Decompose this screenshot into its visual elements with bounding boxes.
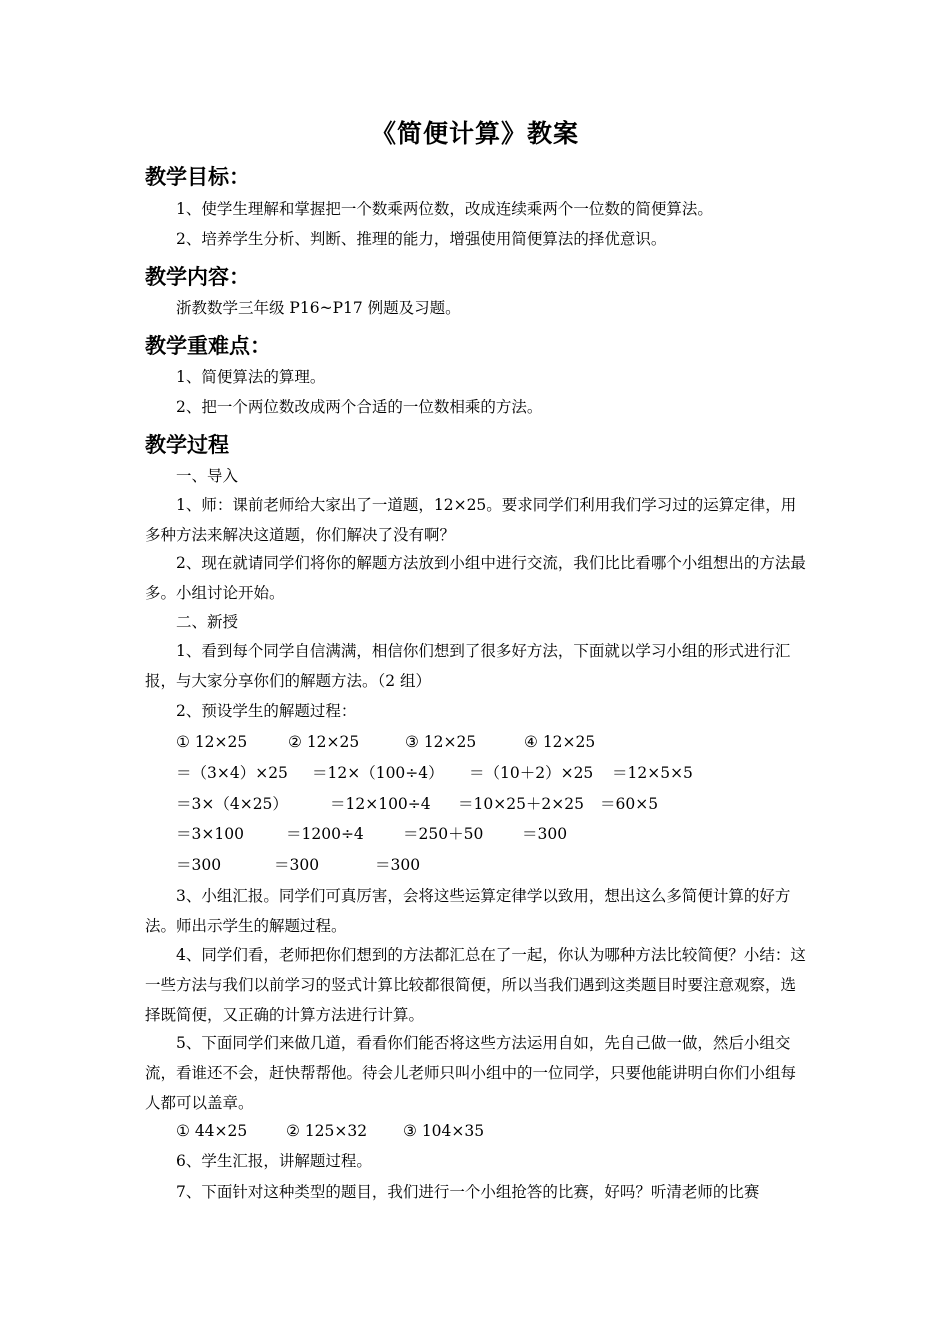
keypoint-item-1: 1、简便算法的算理。 xyxy=(176,368,326,386)
heading-process: 教学过程 xyxy=(145,433,229,457)
method-2-line-4: ＝1200÷4 xyxy=(286,825,364,843)
new-paragraph-6: 6、学生汇报，讲解题过程。 xyxy=(176,1152,372,1170)
keypoint-item-2: 2、把一个两位数改成两个合适的一位数相乘的方法。 xyxy=(176,398,543,416)
document-title: 《简便计算》教案 xyxy=(370,119,579,148)
method-1-line-1: ① 12×25 xyxy=(176,733,248,751)
exercise-1: ① 44×25 xyxy=(176,1122,248,1140)
method-1-line-2: ＝（3×4）×25 xyxy=(176,764,288,782)
heading-content: 教学内容： xyxy=(145,265,250,289)
new-paragraph-4: 4、同学们看，老师把你们想到的方法都汇总在了一起，你认为哪种方法比较简便？小结：这一些方法与我们以前学习的竖式计算比较都很简便，所以当我们遇到这类题目时要注意观察，选择既简便，又正确的计算方法进行计算。 xyxy=(145,946,806,1024)
new-paragraph-1: 1、看到每个同学自信满满，相信你们想到了很多好方法，下面就以学习小组的形式进行汇报，与大家分享你们的解题方法。（2 组） xyxy=(145,642,791,690)
heading-goals: 教学目标： xyxy=(145,165,250,189)
intro-paragraph-2: 2、现在就请同学们将你的解题方法放到小组中进行交流，我们比比看哪个小组想出的方法最多。小组讨论开始。 xyxy=(145,554,806,602)
new-paragraph-2: 2、预设学生的解题过程： xyxy=(176,702,357,720)
method-4-line-4: ＝300 xyxy=(522,825,568,843)
method-3-line-1: ③ 12×25 xyxy=(405,733,477,751)
method-4-line-3: ＝60×5 xyxy=(600,795,659,813)
intro-paragraph-1: 1、师：课前老师给大家出了一道题，12×25。要求同学们利用我们学习过的运算定律，用多种方法来解决这道题，你们解决了没有啊？ xyxy=(145,496,797,544)
goal-item-2: 2、培养学生分析、判断、推理的能力，增强使用简便算法的择优意识。 xyxy=(176,230,667,248)
method-3-line-5: ＝300 xyxy=(375,856,421,874)
section-label-intro: 一、导入 xyxy=(176,467,239,485)
exercise-3: ③ 104×35 xyxy=(403,1122,485,1140)
method-2-line-1: ② 12×25 xyxy=(288,733,360,751)
new-paragraph-3: 3、小组汇报。同学们可真厉害，会将这些运算定律学以致用，想出这么多简便计算的好方法。师出示学生的解题过程。 xyxy=(145,887,791,935)
method-2-line-2: ＝12×（100÷4） xyxy=(312,764,444,782)
method-2-line-5: ＝300 xyxy=(274,856,320,874)
heading-keypoints: 教学重难点： xyxy=(145,334,271,358)
exercise-2: ② 125×32 xyxy=(286,1122,368,1140)
goal-item-1: 1、使学生理解和掌握把一个数乘两位数，改成连续乘两个一位数的简便算法。 xyxy=(176,200,713,218)
section-label-new: 二、新授 xyxy=(176,613,239,631)
method-1-line-4: ＝3×100 xyxy=(176,825,244,843)
method-3-line-2: ＝（10＋2）×25 xyxy=(469,764,594,782)
method-4-line-2: ＝12×5×5 xyxy=(612,764,693,782)
new-paragraph-7: 7、下面针对这种类型的题目，我们进行一个小组抢答的比赛，好吗？听清老师的比赛 xyxy=(176,1183,760,1201)
method-1-line-5: ＝300 xyxy=(176,856,222,874)
new-paragraph-5: 5、下面同学们来做几道，看看你们能否将这些方法运用自如，先自己做一做，然后小组交流，看谁还不会，赶快帮帮他。待会儿老师只叫小组中的一位同学，只要他能讲明白你们小组每人都可以盖章。 xyxy=(145,1034,797,1112)
method-3-line-4: ＝250＋50 xyxy=(403,825,484,843)
method-2-line-3: ＝12×100÷4 xyxy=(330,795,431,813)
method-3-line-3: ＝10×25＋2×25 xyxy=(458,795,585,813)
content-text: 浙教数学三年级 P16~P17 例题及习题。 xyxy=(176,299,461,317)
method-4-line-1: ④ 12×25 xyxy=(524,733,596,751)
method-1-line-3: ＝3×（4×25） xyxy=(176,795,288,813)
